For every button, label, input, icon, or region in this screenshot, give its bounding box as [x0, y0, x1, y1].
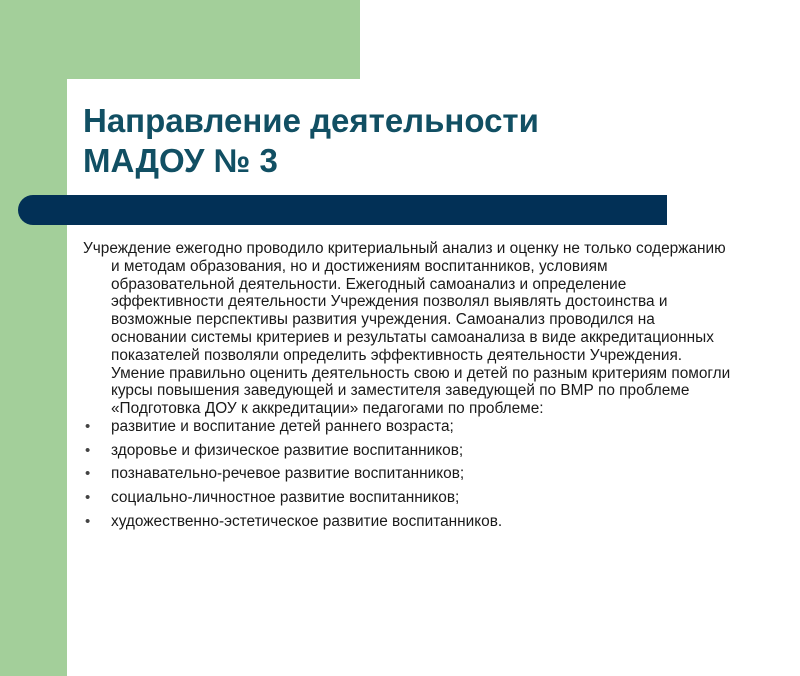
bullet-dot-icon: • [85, 417, 91, 435]
list-item-text: художественно-эстетическое развитие воспитанников. [111, 512, 503, 530]
body-paragraph: Учреждение ежегодно проводило критериальный анализ и оценку не только содержанию и методам образования, но и достижениям воспитанников, условиям образовательной деятельности. Ежегодный самоанализ и определение эффективности деятельности Учреждения позволял выявлять достоинства и возможные перспективы развития учреждения. Самоанализ проводился на основании системы критериев и результаты самоанализа в виде аккредитационных показателей позволяли определить эффективность деятельности Учреждения. Умение правильно оценить деятельность свою и детей по разным критериям помогли курсы повышения заведующей и заместителя заведующей по ВМР по проблеме «Подготовка ДОУ к аккредитации» педагогами по проблеме: [83, 240, 731, 418]
list-item [83, 489, 733, 507]
green-side-band [0, 0, 67, 676]
bullet-dot-icon: • [85, 489, 91, 507]
bullet-list [83, 418, 733, 531]
bullet-dot-icon: • [85, 512, 91, 530]
title-underline-bar [18, 195, 667, 225]
slide-body [83, 240, 733, 531]
list-item [83, 442, 733, 460]
list-item-text: развитие и воспитание детей раннего возраста; [111, 417, 454, 435]
list-item-text: здоровье и физическое развитие воспитанников; [111, 441, 464, 459]
list-item-text: познавательно-речевое развитие воспитанников; [111, 465, 465, 483]
title-line-1: Направление деятельности [83, 102, 539, 139]
slide-title [83, 101, 703, 181]
list-item [83, 418, 733, 436]
title-line-2: МАДОУ № 3 [83, 142, 278, 179]
list-item [83, 513, 733, 531]
list-item-text: социально-личностное развитие воспитанников; [111, 489, 460, 507]
bullet-dot-icon: • [85, 465, 91, 483]
list-item [83, 465, 733, 483]
green-top-block [67, 0, 360, 79]
bullet-dot-icon: • [85, 441, 91, 459]
